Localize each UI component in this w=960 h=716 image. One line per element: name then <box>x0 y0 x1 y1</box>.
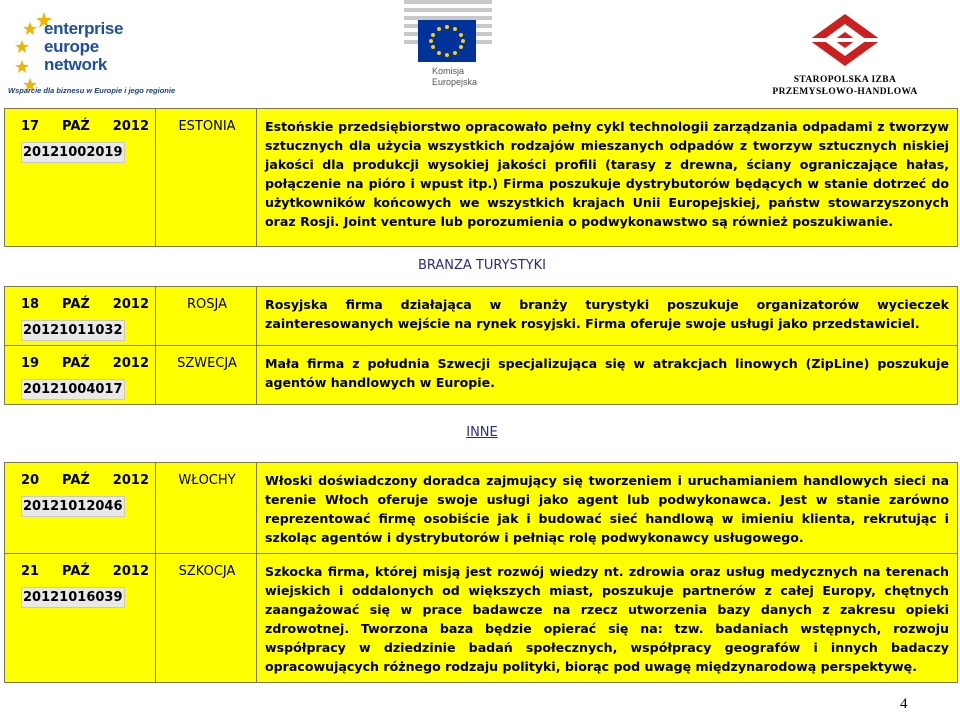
section-header-row <box>5 405 958 463</box>
description-cell: Estońskie przedsiębiorstwo opracowało pełny cykl technologii zarządzania odpadami z tworzyw sztucznych dla użycia wszystkich rodzajów mieszanych odpadów z tworzyw sztucznych niskiej jakości dla produkcji wysokiej jakości profili (tarasy z drewna, ściany ograniczające hałas, połączenie na pióro i wpust itp.) Firma poszukuje dystrybutorów będących w stanie dotrzeć do użytkowników końcowych we wszystkich krajach Unii Europejskiej, państw stowarzyszonych oraz Rosji. Joint venture lub porozumienia o podwykonawstwo są również poszukiwanie. <box>257 109 958 247</box>
offer-reference: 20121012046 <box>21 496 125 517</box>
section-title-inne-text: INNE <box>466 424 498 440</box>
country-cell: ROSJA <box>156 287 257 346</box>
een-logo-text: enterprise europe network <box>44 19 124 74</box>
offer-date: 21 PAŹ 2012 <box>21 564 149 579</box>
offer-reference: 20121004017 <box>21 379 125 400</box>
offer-date: 17 PAŹ 2012 <box>21 119 149 134</box>
table-row <box>5 463 958 554</box>
table-row <box>5 109 958 247</box>
offer-date: 19 PAŹ 2012 <box>21 356 149 371</box>
date-cell <box>5 109 156 247</box>
eu-logo-text: Komisja Europejska <box>432 66 478 87</box>
country-cell: WŁOCHY <box>156 463 257 554</box>
table-row <box>5 287 958 346</box>
offers-table <box>4 108 958 683</box>
country-cell: SZKOCJA <box>156 554 257 683</box>
table-row <box>5 554 958 683</box>
description-cell: Rosyjska firma działająca w branży turystyki poszukuje organizatorów wycieczek zainteresowanych wejście na rynek rosyjski. Firma oferuje swoje usługi jako przedstawiciel. <box>257 287 958 346</box>
table-row <box>5 346 958 405</box>
page-number: 4 <box>900 696 908 712</box>
offer-date: 20 PAŹ 2012 <box>21 473 149 488</box>
date-cell <box>5 554 156 683</box>
date-cell <box>5 287 156 346</box>
izba-logo-icon <box>805 12 885 72</box>
een-tagline: Wsparcie dla biznesu w Europie i jego regionie <box>8 86 176 95</box>
date-cell <box>5 346 156 405</box>
offer-reference: 20121002019 <box>21 142 125 163</box>
country-cell: ESTONIA <box>156 109 257 247</box>
country-cell: SZWECJA <box>156 346 257 405</box>
offer-reference: 20121011032 <box>21 320 125 341</box>
description-cell: Włoski doświadczony doradca zajmujący się tworzeniem i uruchamianiem handlowych sieci na terenie Włoch oferuje swoje usługi jako agent lub podwykonawca. Jest w stanie zarówno reprezentować firmę osobiście jak i budować sieć handlową w imieniu klienta, rekrutując i szkoląc agentów i dystrybutorów i pełniąc rolę podwykonawcy usługowego. <box>257 463 958 554</box>
description-cell: Szkocka firma, której misją jest rozwój wiedzy nt. zdrowia oraz usług medycznych na terenach wiejskich i oddalonych od większych miast, poszukuje partnerów z całej Europy, chętnych zaangażować się w prace badawcze na rzecz utworzenia bazy danych z zakresu opieki zdrowotnej. Tworzona baza będzie opierać się na: tzw. badaniach wstępnych, rozwoju współpracy w dziedzinie badań społecznych, współpracy geografów i innych badaczy opracowujących różnego rodzaju polityki, biorąc pod uwagę międzynarodową perspektywę. <box>257 554 958 683</box>
offer-date: 18 PAŹ 2012 <box>21 297 149 312</box>
description-cell: Mała firma z południa Szwecji specjalizująca się w atrakcjach linowych (ZipLine) poszukuje agentów handlowych w Europie. <box>257 346 958 405</box>
date-cell <box>5 463 156 554</box>
izba-logo-text: STAROPOLSKA IZBA PRZEMYSŁOWO-HANDLOWA <box>772 75 918 97</box>
offer-reference: 20121016039 <box>21 587 125 608</box>
page-header <box>0 0 960 108</box>
section-header-row <box>5 247 958 287</box>
section-title-turystyka: BRANZA TURYSTYKI <box>5 247 958 287</box>
section-title-inne <box>5 405 958 463</box>
